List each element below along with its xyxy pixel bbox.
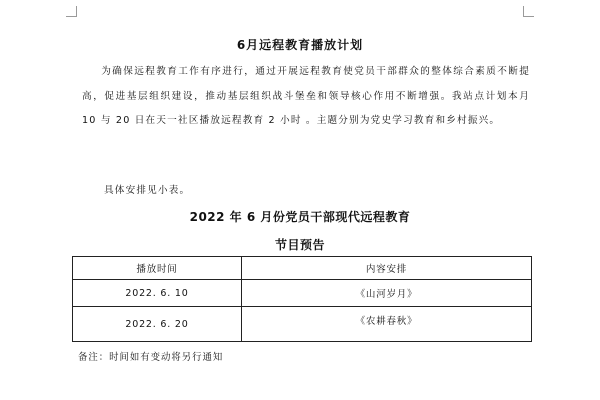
- crop-mark-top-left: [66, 6, 77, 17]
- crop-mark-top-right: [523, 6, 534, 17]
- row-content: 《山河岁月》: [242, 280, 532, 307]
- schedule-table: [72, 256, 532, 342]
- row-date: 2022. 6. 20: [73, 307, 242, 342]
- header-content: 内容安排: [242, 257, 532, 280]
- table-row: [73, 307, 532, 342]
- document-title: 6月远程教育播放计划: [236, 38, 364, 52]
- row-content: 《农耕春秋》: [242, 307, 532, 342]
- table-title-line1: 2022 年 6 月份党员干部现代远程教育: [189, 210, 411, 224]
- table-title-line2: 节目预告: [274, 238, 325, 252]
- table-row: [73, 280, 532, 307]
- table-header-row: [73, 257, 532, 280]
- header-broadcast-time: 播放时间: [73, 257, 242, 280]
- body-paragraph: 为确保远程教育工作有序进行，通过开展远程教育使党员干部群众的整体综合素质不断提高，促进基层组织建设，推动基层组织战斗堡垒和领导核心作用不断增强。我站点计划本月 10 与 20 日在天一社区播放远程教育 2 小时 。主题分别为党史学习教育和乡村振兴。: [82, 66, 530, 126]
- schedule-note: 具体安排见小表。: [104, 185, 191, 196]
- row-date: 2022. 6. 10: [73, 280, 242, 307]
- remark-text: 备注：时间如有变动将另行通知: [78, 352, 224, 363]
